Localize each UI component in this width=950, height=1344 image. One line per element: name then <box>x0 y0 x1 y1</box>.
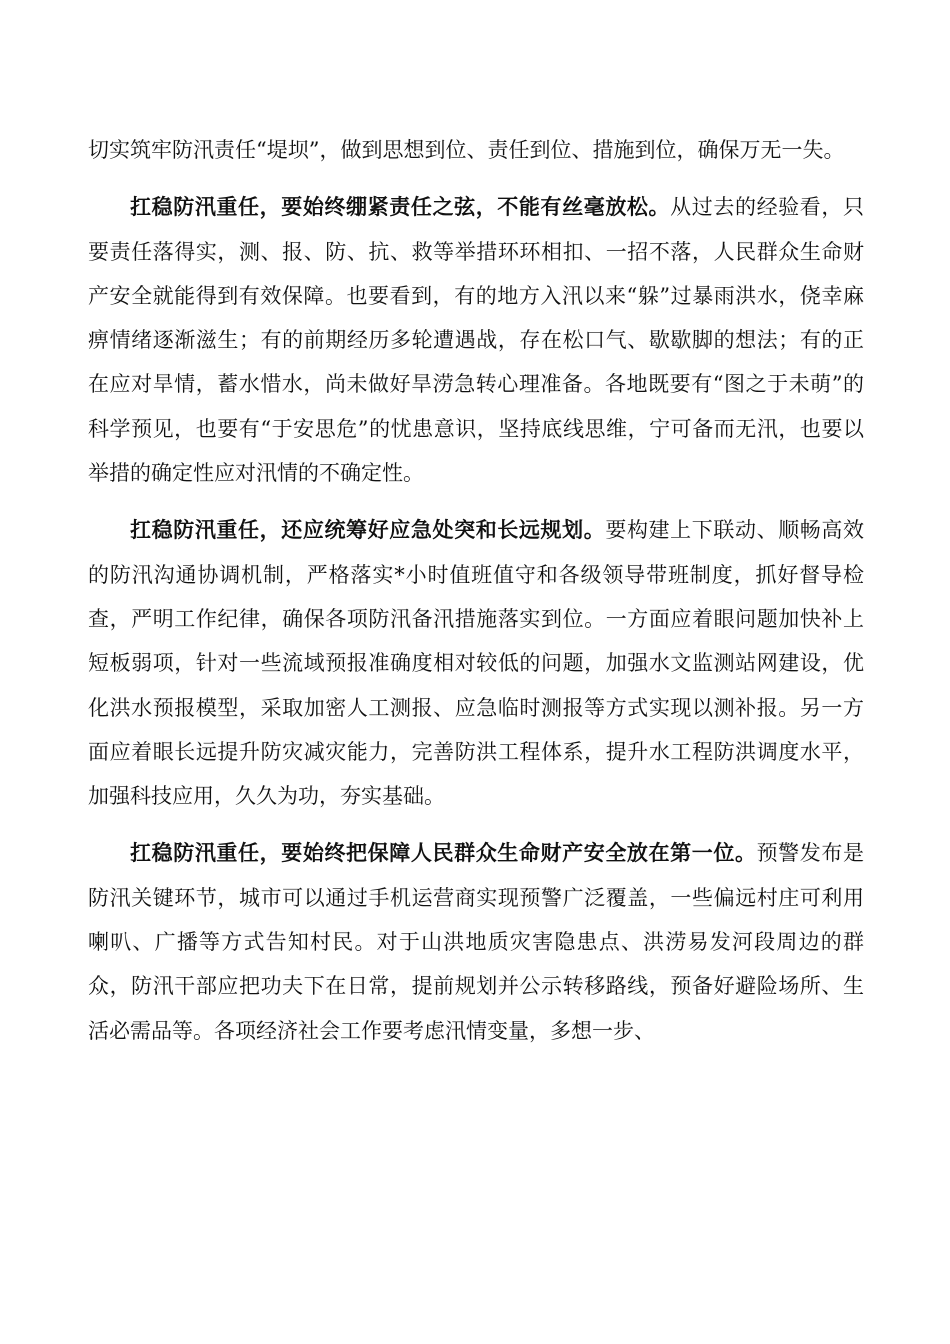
document-body <box>88 128 864 1066</box>
paragraph-lead: 扛稳防汛重任，还应统筹好应急处突和长远规划。 <box>130 517 606 543</box>
paragraph-2 <box>88 185 864 495</box>
paragraph-lead: 扛稳防汛重任，要始终绷紧责任之弦，不能有丝毫放松。 <box>130 194 671 220</box>
paragraph-text: 预警发布是防汛关键环节，城市可以通过手机运营商实现预警广泛覆盖，一些偏远村庄可利用喇叭、广播等方式告知村民。对于山洪地质灾害隐患点、洪涝易发河段周边的群众，防汛干部应把功夫下在日常，提前规划并公示转移路线，预备好避险场所、生活必需品等。各项经济社会工作要考虑汛情变量，多想一步、 <box>88 841 865 1043</box>
paragraph-text: 切实筑牢防汛责任“堤坝”，做到思想到位、责任到位、措施到位，确保万无一失。 <box>88 138 845 162</box>
paragraph-text: 从过去的经验看，只要责任落得实，测、报、防、抗、救等举措环环相扣、一招不落，人民群众生命财产安全就能得到有效保障。也要看到，有的地方入汛以来“躲”过暴雨洪水，侥幸麻痹情绪逐渐滋生；有的前期经历多轮遭遇战，存在松口气、歇歇脚的想法；有的正在应对旱情，蓄水惜水，尚未做好旱涝急转心理准备。各地既要有“图之于未萌”的科学预见，也要有“于安思危”的忧患意识，坚持底线思维，宁可备而无汛，也要以举措的确定性应对汛情的不确定性。 <box>88 195 865 486</box>
paragraph-4 <box>88 831 864 1052</box>
paragraph-text: 要构建上下联动、顺畅高效的防汛沟通协调机制，严格落实*小时值班值守和各级领导带班制度，抓好督导检查，严明工作纪律，确保各项防汛备汛措施落实到位。一方面应着眼问题加快补上短板弱项，针对一些流域预报准确度相对较低的问题，加强水文监测站网建设，优化洪水预报模型，采取加密人工测报、应急临时测报等方式实现以测补报。另一方面应着眼长远提升防灾减灾能力，完善防洪工程体系，提升水工程防洪调度水平，加强科技应用，久久为功，夯实基础。 <box>88 518 865 809</box>
paragraph-1 <box>88 128 864 172</box>
paragraph-3 <box>88 508 864 818</box>
paragraph-lead: 扛稳防汛重任，要始终把保障人民群众生命财产安全放在第一位。 <box>130 840 757 866</box>
